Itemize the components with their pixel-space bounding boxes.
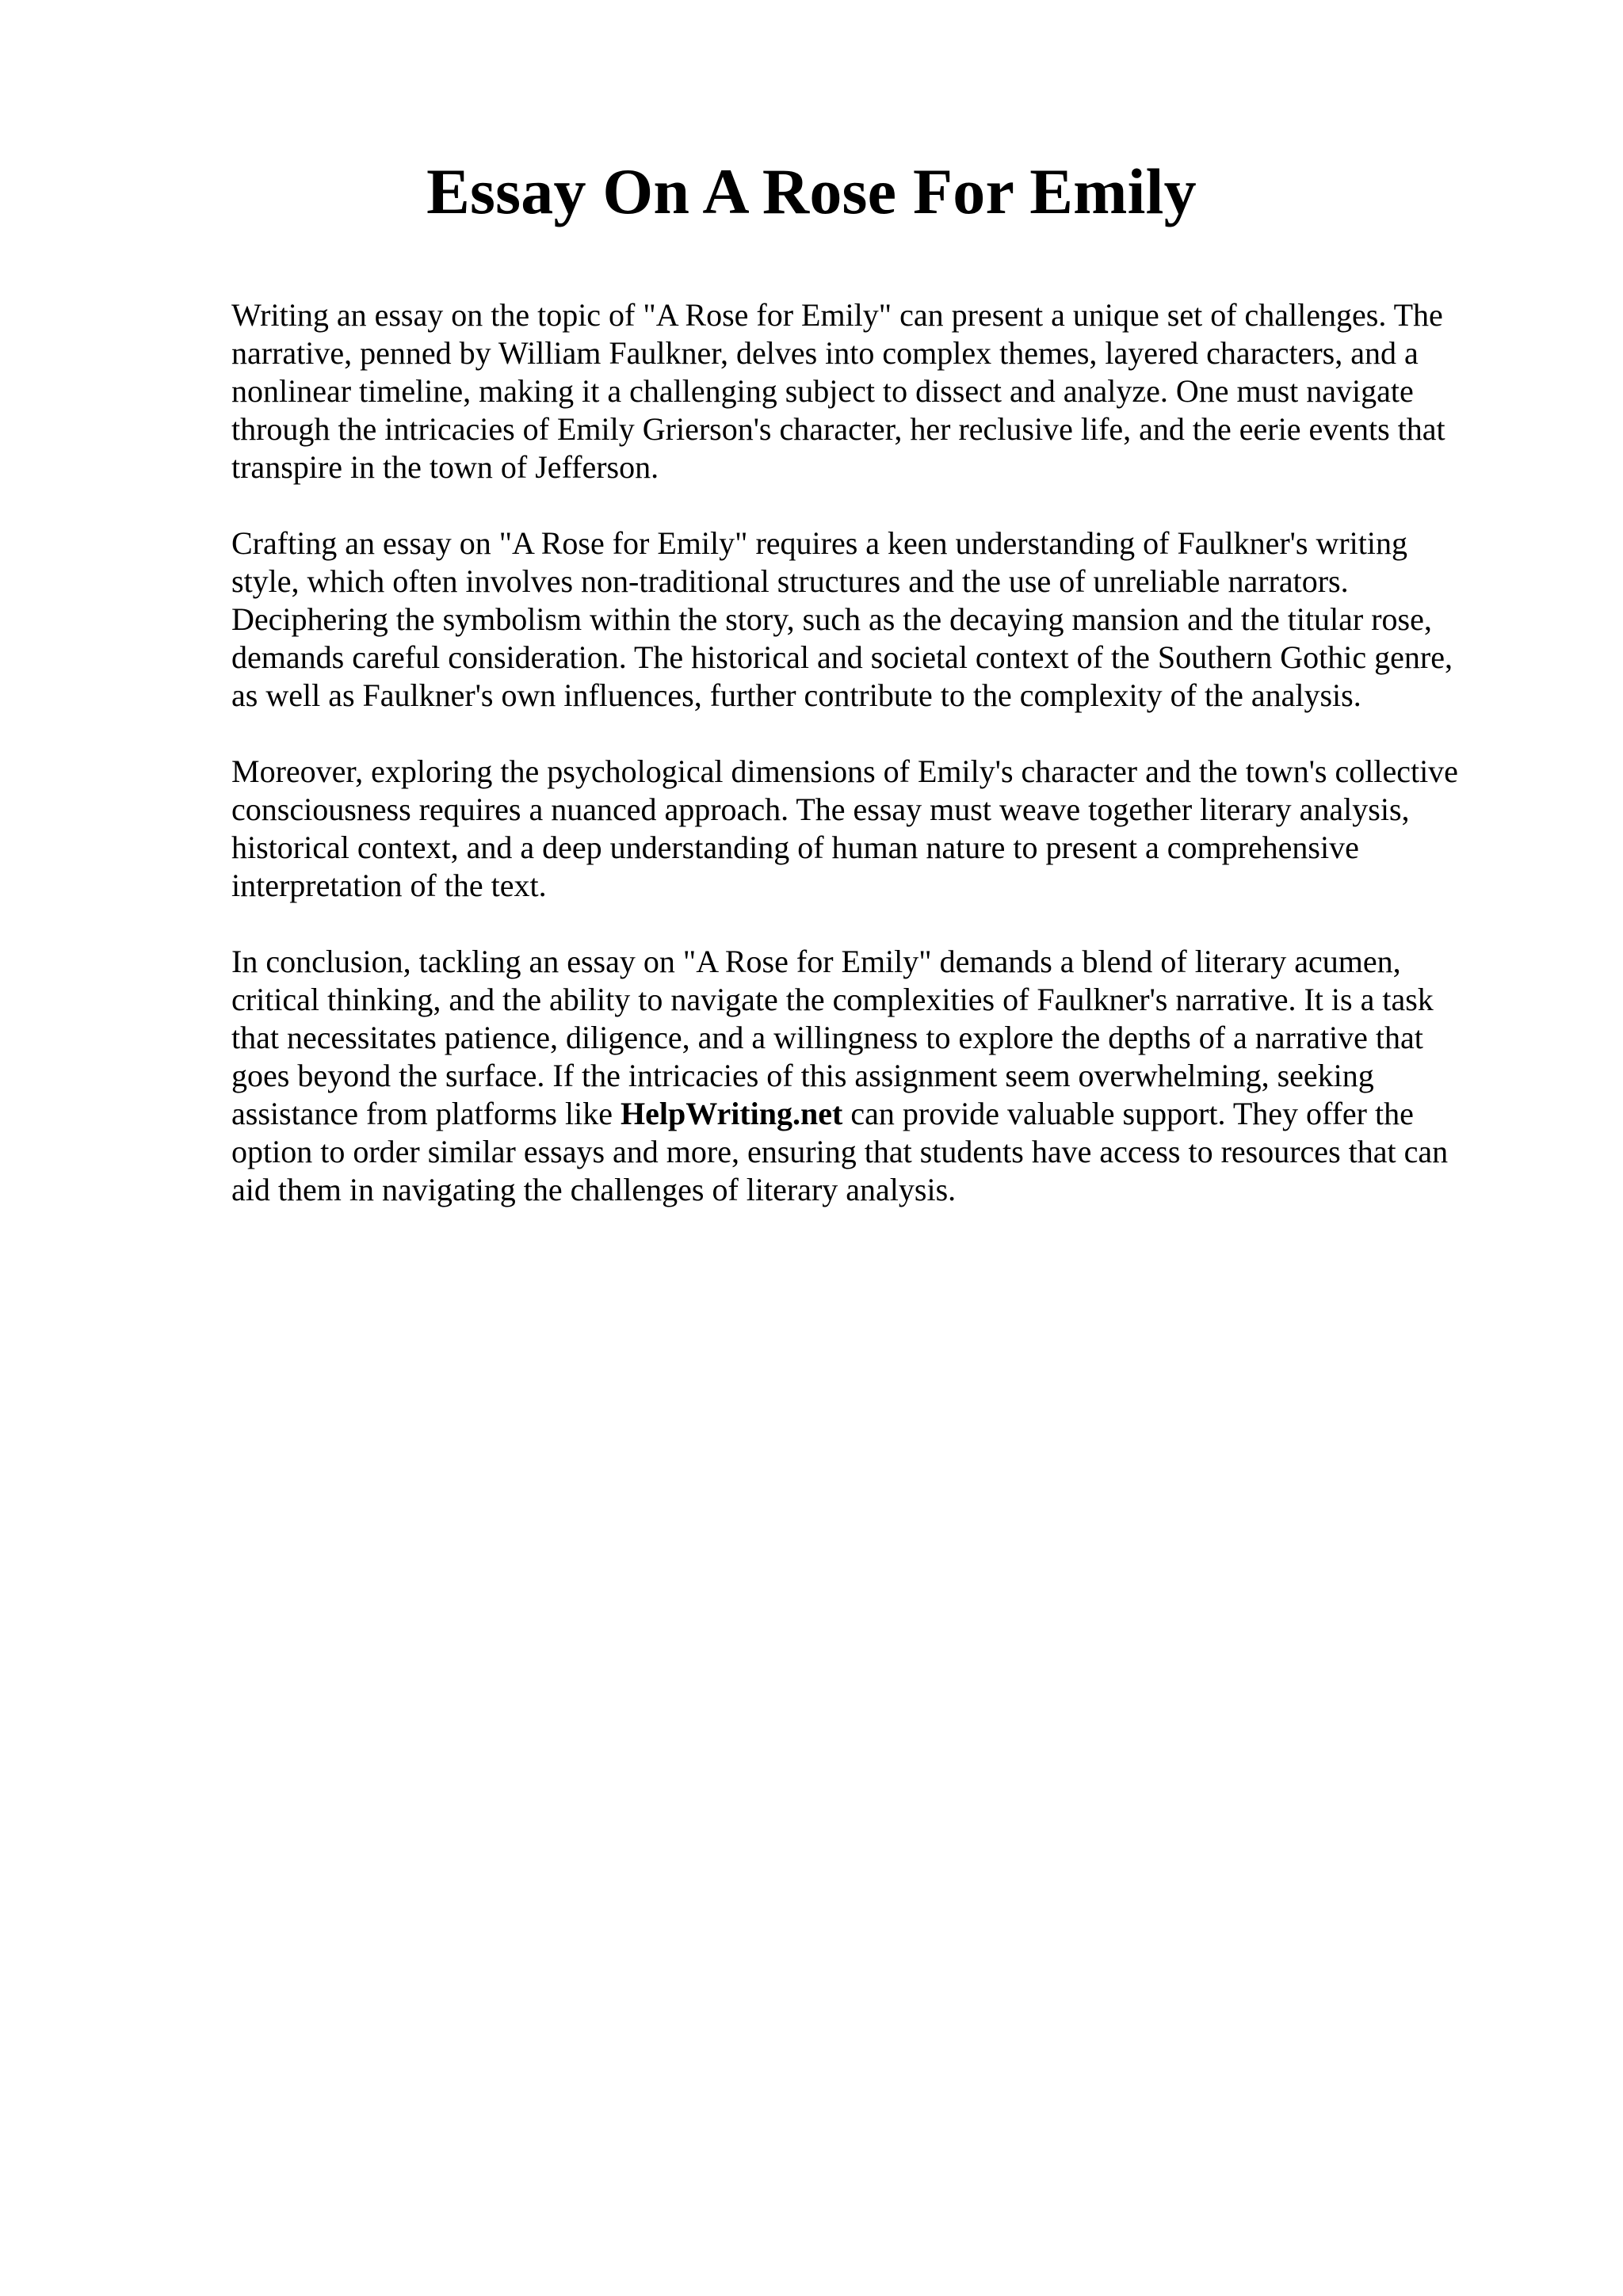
paragraph-line-with-link: [231, 1095, 1515, 1133]
paragraph-2: [231, 524, 1515, 715]
paragraph-line: narrative, penned by William Faulkner, delves into complex themes, layered characters, and a: [231, 335, 1419, 371]
page-title: Essay On A Rose For Emily: [426, 155, 1197, 227]
paragraph-line: demands careful consideration. The historical and societal context of the Southern Gothic genre,: [231, 639, 1453, 675]
paragraph-line: option to order similar essays and more, ensuring that students have access to resources that can: [231, 1134, 1449, 1169]
paragraph-line: style, which often involves non-traditional structures and the use of unreliable narrators.: [231, 563, 1349, 599]
paragraph-line: critical thinking, and the ability to navigate the complexities of Faulkner's narrative. It is a task: [231, 982, 1434, 1017]
paragraph-line: aid them in navigating the challenges of literary analysis.: [231, 1172, 957, 1207]
paragraph-line: transpire in the town of Jefferson.: [231, 449, 659, 485]
link-line-prefix: assistance from platforms like: [231, 1096, 621, 1131]
paragraph-line: through the intricacies of Emily Grierson's character, her reclusive life, and the eerie events that: [231, 411, 1445, 447]
paragraph-line: In conclusion, tackling an essay on "A Rose for Emily" demands a blend of literary acumen,: [231, 944, 1401, 979]
essay-body: [231, 296, 1515, 1247]
paragraph-line: Deciphering the symbolism within the story, such as the decaying mansion and the titular rose,: [231, 601, 1432, 637]
paragraph-line: historical context, and a deep understanding of human nature to present a comprehensive: [231, 830, 1359, 865]
link-line-suffix: can provide valuable support. They offer the: [842, 1096, 1414, 1131]
helpwriting-link[interactable]: HelpWriting.net: [620, 1096, 843, 1131]
paragraph-line: interpretation of the text.: [231, 868, 547, 903]
paragraph-1: [231, 296, 1515, 486]
paragraph-line: Crafting an essay on "A Rose for Emily" requires a keen understanding of Faulkner's writing: [231, 525, 1407, 561]
paragraph-line: nonlinear timeline, making it a challenging subject to dissect and analyze. One must navigate: [231, 373, 1414, 409]
paragraph-4: [231, 943, 1515, 1209]
paragraph-line: that necessitates patience, diligence, and a willingness to explore the depths of a narrative that: [231, 1020, 1423, 1055]
paragraph-line: as well as Faulkner's own influences, further contribute to the complexity of the analysis.: [231, 677, 1361, 713]
paragraph-line: goes beyond the surface. If the intricacies of this assignment seem overwhelming, seeking: [231, 1058, 1374, 1093]
paragraph-line: Writing an essay on the topic of "A Rose for Emily" can present a unique set of challenges. The: [231, 297, 1443, 333]
paragraph-3: [231, 753, 1515, 905]
paragraph-line: consciousness requires a nuanced approach. The essay must weave together literary analysis,: [231, 791, 1410, 827]
paragraph-line: Moreover, exploring the psychological dimensions of Emily's character and the town's collective: [231, 753, 1458, 789]
